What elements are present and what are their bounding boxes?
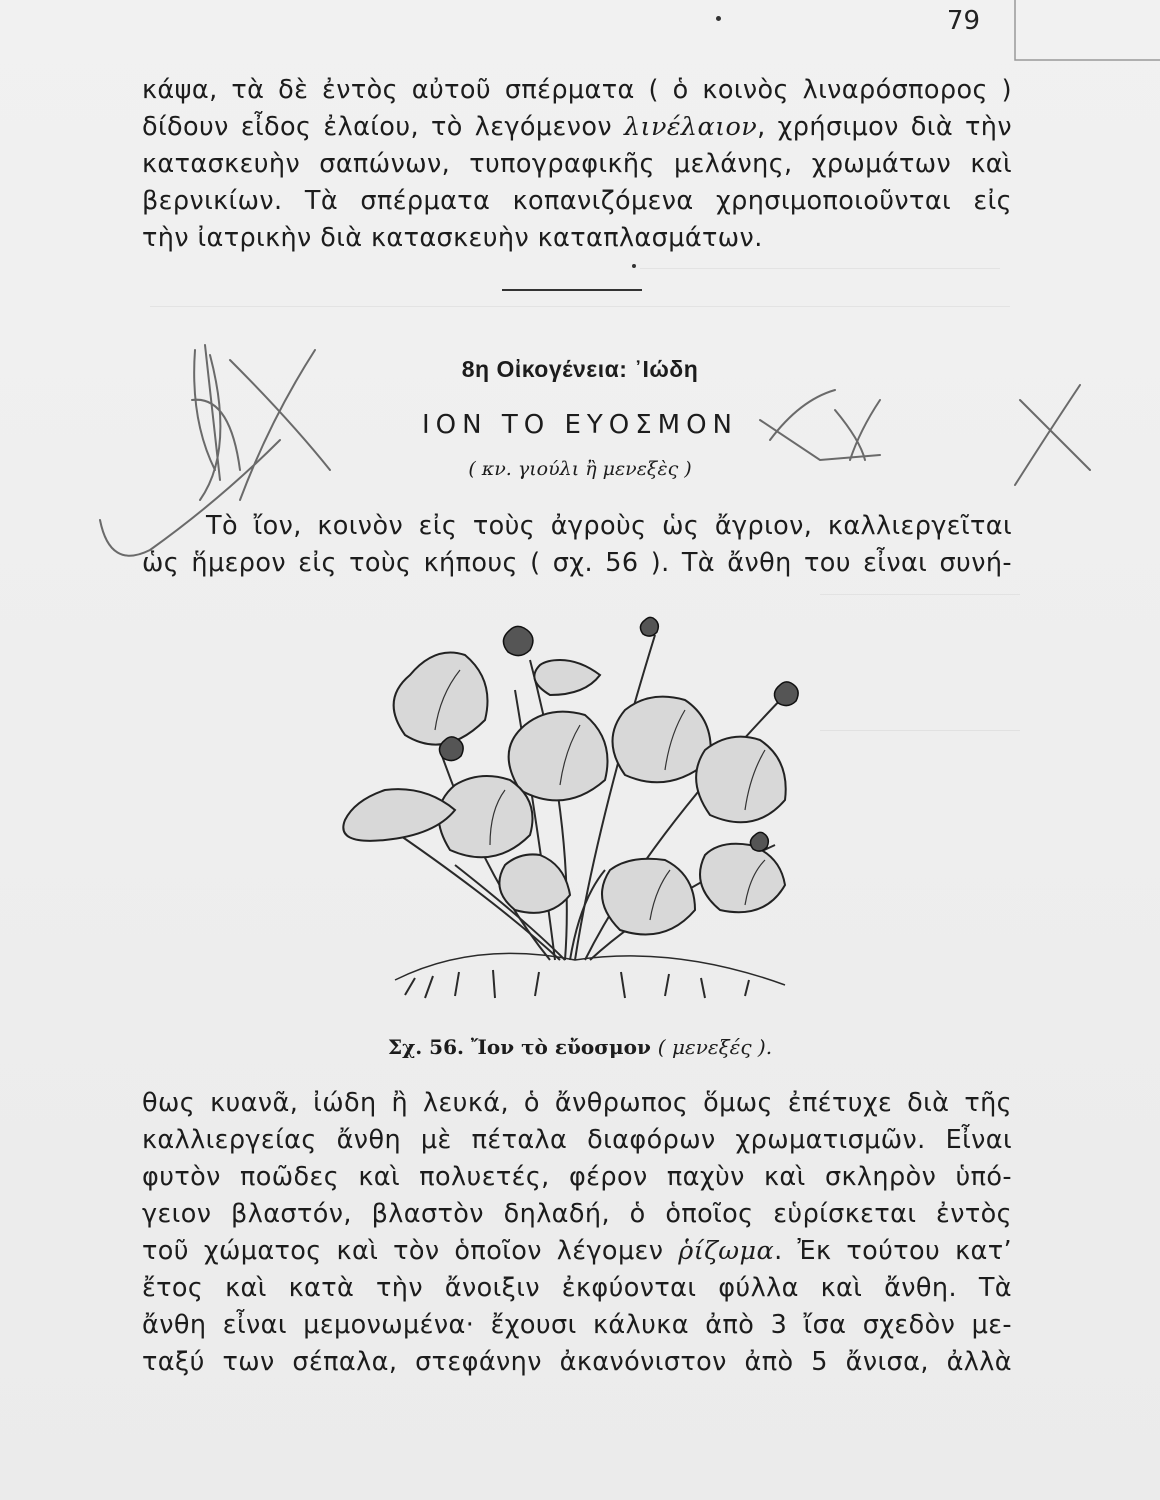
text-line: κάψα, τὰ δὲ ἐντὸς αὐτοῦ σπέρματα ( ὁ κοινὸς λιναρόσπορος ) [142, 75, 1012, 105]
text-line: Τὸ ἴον, κοινὸν εἰς τοὺς ἀγροὺς ὡς ἄγριον, καλλιεργεῖται [206, 511, 1012, 541]
page-number: 79 [946, 6, 980, 36]
text-line: βερνικίων. Τὰ σπέρματα κοπανιζόμενα χρησιμοποιοῦνται εἰς [142, 186, 1012, 216]
figure-caption: Σχ. 56. Ἴον τὸ εὔοσμον ( μενεξές ). [387, 1035, 773, 1059]
text-line: ἔτος καὶ κατὰ τὴν ἄνοιξιν ἐκφύονται φύλλα καὶ ἄνθη. Τὰ [142, 1273, 1012, 1303]
text-line: κατασκευὴν σαπώνων, τυπογραφικῆς μελάνης, χρωμάτων καὶ [142, 149, 1012, 179]
intro-paragraph [142, 72, 1012, 257]
italic-term: ῥίζωμα [678, 1236, 775, 1266]
text-line: τὴν ἰατρικὴν διὰ κατασκευὴν καταπλασμάτων. [142, 223, 763, 253]
text-line: φυτὸν ποῶδες καὶ πολυετές, φέρον παχὺν καὶ σκληρὸν ὑπό- [142, 1162, 1012, 1192]
text-line: θως κυανᾶ, ἰώδη ἢ λευκά, ὁ ἄνθρωπος ὅμως ἐπέτυχε διὰ τῆς [142, 1088, 1012, 1118]
text-line: γειον βλαστόν, βλαστὸν δηλαδή, ὁ ὁποῖος εὑρίσκεται ἐντὸς [142, 1199, 1012, 1229]
common-name-subtitle: ( κν. γιούλι ἢ μενεξὲς ) [468, 458, 692, 480]
family-heading: 8η Οἰκογένεια: ᾿Ιώδη [461, 356, 699, 382]
section-divider [502, 289, 642, 291]
plant-title: ΙΟΝ ΤΟ ΕΥΟΣΜΟΝ [421, 410, 738, 440]
italic-term: λινέλαιον [623, 112, 758, 142]
text-line: καλλιεργείας ἄνθη μὲ πέταλα διαφόρων χρωματισμῶν. Εἶναι [142, 1125, 1012, 1155]
text-line: δίδουν εἶδος ἐλαίου, τὸ λεγόμενον λινέλαιον, χρήσιμον διὰ τὴν [142, 112, 1012, 142]
violet-illustration [325, 600, 825, 1010]
body-paragraph-1 [142, 508, 1012, 582]
body-paragraph-2 [142, 1085, 1012, 1381]
text-line: ταξύ των σέπαλα, στεφάνην ἀκανόνιστον ἀπὸ 5 ἄνισα, ἀλλὰ [142, 1347, 1012, 1377]
text-line: ὡς ἥμερον εἰς τοὺς κήπους ( σχ. 56 ). Τὰ ἄνθη του εἶναι συνή- [142, 548, 1012, 578]
text-line: τοῦ χώματος καὶ τὸν ὁποῖον λέγομεν ῥίζωμα. Ἐκ τούτου κατ’ [142, 1236, 1012, 1266]
text-line: ἄνθη εἶναι μεμονωμένα· ἔχουσι κάλυκα ἀπὸ 3 ἴσα σχεδὸν με- [142, 1310, 1012, 1340]
